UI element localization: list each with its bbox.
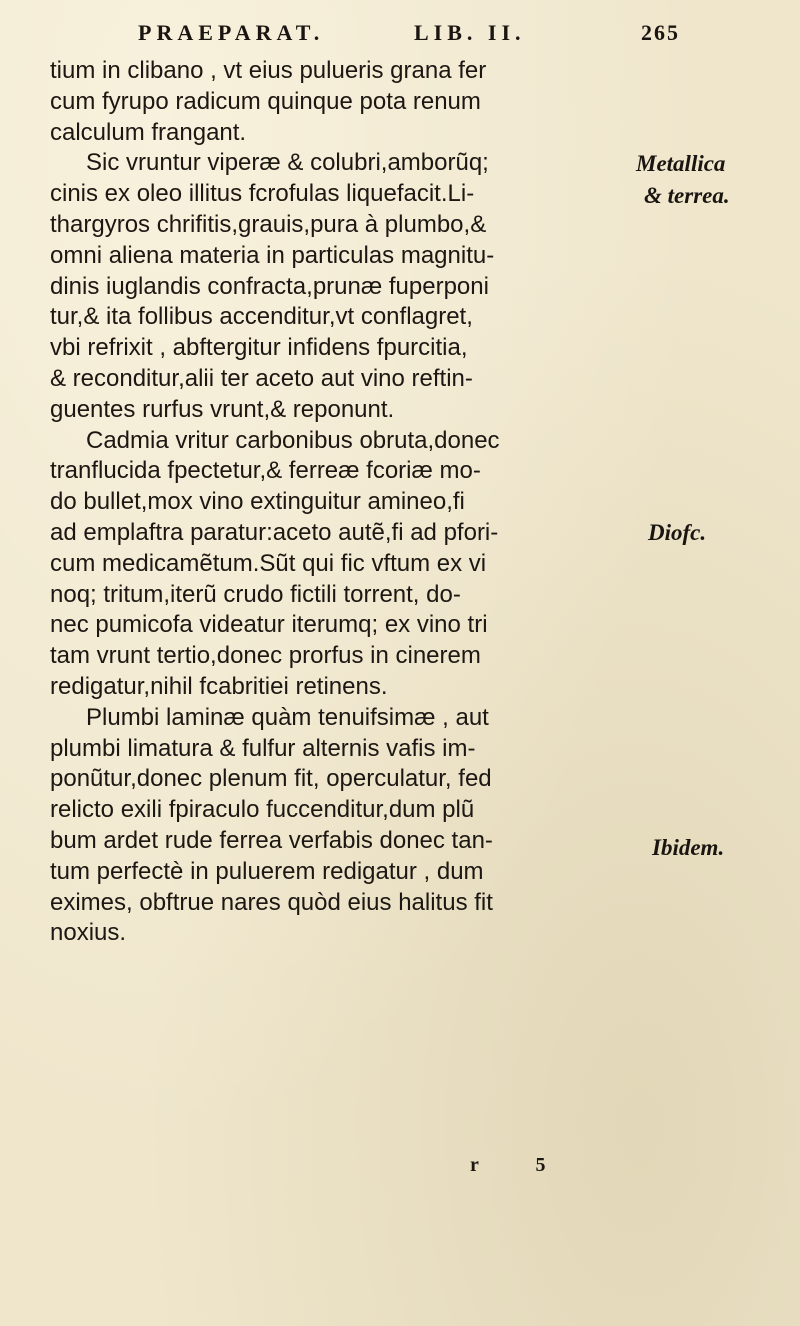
text-line: cum medicamẽtum.Sũt qui fic vftum ex vi (50, 549, 487, 577)
signature-mark: r 5 (470, 1154, 572, 1176)
text-line: cinis ex oleo illitus fcrofulas liquefacit.Li- (50, 180, 475, 208)
text-line: cum fyrupo radicum quinque pota renum (50, 87, 481, 115)
text-line: do bullet,mox vino extinguitur amineo,fi (50, 488, 465, 516)
text-line: noq; tritum,iterũ crudo fictili torrent, do- (50, 580, 461, 608)
marginal-note-metallica: Metallica (636, 151, 726, 176)
text-line: guentes rurfus vrunt,& reponunt. (50, 395, 395, 423)
main-text-block (50, 56, 640, 949)
text-line: bum ardet rude ferrea verfabis donec tan- (50, 826, 493, 854)
running-title: PRAEPARAT. (138, 20, 325, 45)
text-line: tur,& ita follibus accenditur,vt conflagret, (50, 303, 473, 331)
marginal-note-terrea: & terrea. (644, 183, 730, 208)
text-line: dinis iuglandis confracta,prunæ fuperponi (50, 272, 489, 300)
marginal-note-ibidem: Ibidem. (652, 835, 725, 860)
text-line: tranflucida fpectetur,& ferreæ fcoriæ mo- (50, 457, 481, 485)
text-line: thargyros chrifitis,grauis,pura à plumbo,& (50, 210, 487, 238)
text-line: ad emplaftra paratur:aceto autẽ,fi ad pfori- (50, 518, 499, 546)
text-line: redigatur,nihil fcabritiei retinens. (50, 672, 388, 700)
text-line: Cadmia vritur carbonibus obruta,donec (86, 426, 500, 454)
text-line: Plumbi laminæ quàm tenuifsimæ , aut (86, 703, 489, 731)
marginal-note-diosc: Diofc. (648, 520, 707, 545)
text-line: tam vrunt tertio,donec prorfus in cinerem (50, 642, 481, 670)
text-line: Sic vruntur viperæ & colubri,amborũq; (86, 149, 489, 177)
text-line: calculum frangant. (50, 118, 247, 146)
book-number: LIB. II. (414, 20, 526, 45)
text-line: nec pumicofa videatur iterumq; ex vino tri (50, 611, 488, 639)
text-line: vbi refrixit , abftergitur infidens fpurcitia, (50, 334, 468, 362)
text-line: relicto exili fpiraculo fuccenditur,dum plũ (50, 796, 475, 824)
running-header (120, 18, 680, 52)
text-line: ponũtur,donec plenum fit, operculatur, fed (50, 765, 492, 793)
text-line: tum perfectè in puluerem redigatur , dum (50, 857, 484, 885)
text-line: & reconditur,alii ter aceto aut vino reftin- (50, 364, 473, 392)
text-line: omni aliena materia in particulas magnitu- (50, 241, 495, 269)
text-line: eximes, obftrue nares quòd eius halitus fit (50, 888, 493, 916)
page-number: 265 (641, 20, 680, 45)
text-line: noxius. (50, 919, 127, 947)
text-line: tium in clibano , vt eius pulueris grana fer (50, 57, 487, 84)
text-line: plumbi limatura & fulfur alternis vafis im- (50, 734, 476, 762)
